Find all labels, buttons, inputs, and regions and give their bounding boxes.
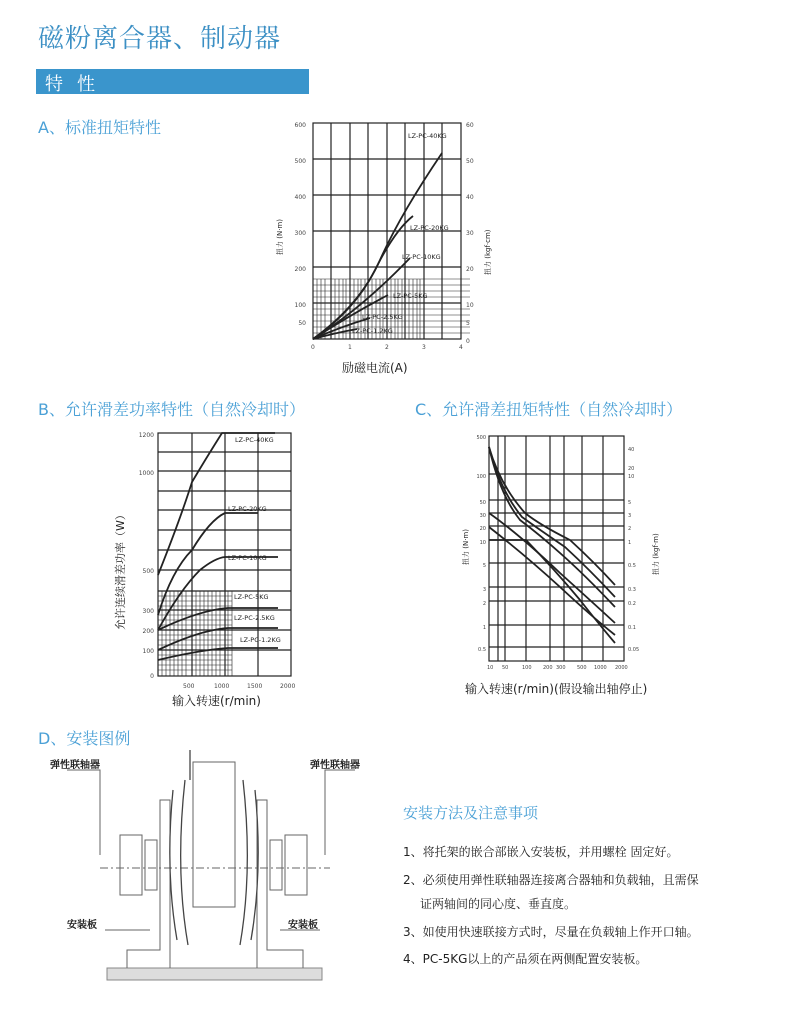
section-b-title: B、允许滑差功率特性（自然冷却时） <box>38 400 305 419</box>
svg-text:0.5: 0.5 <box>628 563 636 569</box>
section-c-title: C、允许滑差扭矩特性（自然冷却时） <box>415 400 683 419</box>
note-item: 2、必须使用弹性联轴器连接离合器轴和负载轴，且需保 <box>403 873 699 887</box>
svg-text:50: 50 <box>298 320 306 327</box>
svg-text:LZ-PC-10KG: LZ-PC-10KG <box>402 253 441 261</box>
svg-text:1: 1 <box>482 625 486 631</box>
svg-text:2: 2 <box>385 344 389 351</box>
svg-text:0.2: 0.2 <box>628 601 636 607</box>
svg-text:LZ-PC-5KG: LZ-PC-5KG <box>393 292 428 300</box>
svg-text:200: 200 <box>543 665 553 671</box>
svg-text:LZ-PC-5KG: LZ-PC-5KG <box>234 593 269 601</box>
svg-text:2: 2 <box>482 601 486 607</box>
svg-text:50: 50 <box>502 665 509 671</box>
svg-text:5: 5 <box>482 563 486 569</box>
svg-text:1: 1 <box>348 344 352 351</box>
plate-left-label: 安装板 <box>67 920 97 931</box>
note-item: 证两轴间的同心度、垂直度。 <box>420 897 577 911</box>
svg-text:40: 40 <box>628 447 635 453</box>
svg-text:LZ-PC-1.2KG: LZ-PC-1.2KG <box>240 636 281 644</box>
svg-text:0.3: 0.3 <box>628 587 636 593</box>
svg-text:50: 50 <box>479 500 486 506</box>
svg-text:100: 100 <box>476 474 486 480</box>
svg-text:30: 30 <box>466 230 474 237</box>
svg-text:10: 10 <box>628 474 635 480</box>
coupling-left-label: 弹性联轴器 <box>50 760 100 771</box>
svg-text:30: 30 <box>479 513 486 519</box>
install-diagram <box>45 750 380 990</box>
svg-text:1000: 1000 <box>138 470 154 477</box>
svg-text:允许连续滑差功率（W）: 允许连续滑差功率（W） <box>114 509 127 630</box>
svg-text:LZ-PC-20KG: LZ-PC-20KG <box>410 224 449 232</box>
svg-text:3: 3 <box>482 587 486 593</box>
chart-a-torque <box>270 115 500 385</box>
svg-text:400: 400 <box>294 194 306 201</box>
svg-text:0.05: 0.05 <box>628 647 640 653</box>
svg-text:500: 500 <box>476 435 486 441</box>
svg-text:LZ-PC-40KG: LZ-PC-40KG <box>235 436 274 444</box>
svg-text:LZ-PC-2.5KG: LZ-PC-2.5KG <box>234 614 275 622</box>
svg-text:1200: 1200 <box>138 432 154 439</box>
svg-text:200: 200 <box>142 628 154 635</box>
svg-text:20: 20 <box>466 266 474 273</box>
svg-text:600: 600 <box>294 122 306 129</box>
svg-text:2000: 2000 <box>280 683 296 690</box>
svg-text:2: 2 <box>628 526 632 532</box>
svg-text:扭力 (N·m): 扭力 (N·m) <box>462 529 470 565</box>
svg-text:20: 20 <box>628 466 635 472</box>
section-a-title: A、标准扭矩特性 <box>38 118 161 137</box>
section-bar <box>36 69 309 94</box>
svg-text:10: 10 <box>466 302 474 309</box>
svg-text:0: 0 <box>311 344 315 351</box>
svg-text:500: 500 <box>183 683 195 690</box>
note-item: 3、如使用快速联接方式时，尽量在负载轴上作开口轴。 <box>403 925 699 939</box>
svg-text:100: 100 <box>142 648 154 655</box>
notes-title: 安装方法及注意事项 <box>403 804 539 822</box>
svg-text:300: 300 <box>142 608 154 615</box>
svg-text:LZ-PC-20KG: LZ-PC-20KG <box>228 505 267 513</box>
svg-text:0: 0 <box>466 338 470 345</box>
svg-text:0: 0 <box>150 673 154 680</box>
svg-text:0.1: 0.1 <box>628 625 636 631</box>
svg-text:3: 3 <box>628 513 632 519</box>
section-d-title: D、安装图例 <box>38 729 131 748</box>
svg-text:0.5: 0.5 <box>478 647 486 653</box>
section-bar-label: 特性 <box>45 74 109 95</box>
svg-text:100: 100 <box>294 302 306 309</box>
svg-text:500: 500 <box>142 568 154 575</box>
chart-c-slip-torque <box>460 425 670 700</box>
svg-text:20: 20 <box>479 526 486 532</box>
svg-text:LZ-PC-40KG: LZ-PC-40KG <box>408 132 447 140</box>
svg-text:50: 50 <box>466 158 474 165</box>
svg-text:200: 200 <box>294 266 306 273</box>
svg-text:300: 300 <box>556 665 566 671</box>
svg-text:4: 4 <box>459 344 463 351</box>
svg-text:输入转速(r/min)(假设输出轴停止): 输入转速(r/min)(假设输出轴停止) <box>465 682 648 696</box>
svg-text:LZ-PC-1.2KG: LZ-PC-1.2KG <box>352 327 393 335</box>
note-item: 4、PC-5KG以上的产品须在两侧配置安装板。 <box>403 952 648 966</box>
svg-text:300: 300 <box>294 230 306 237</box>
svg-text:500: 500 <box>577 665 587 671</box>
svg-text:1500: 1500 <box>247 683 263 690</box>
svg-text:10: 10 <box>479 540 486 546</box>
svg-text:3: 3 <box>422 344 426 351</box>
svg-text:1000: 1000 <box>594 665 607 671</box>
svg-text:1000: 1000 <box>214 683 230 690</box>
svg-text:扭力 (kgf·m): 扭力 (kgf·m) <box>652 533 660 575</box>
svg-text:励磁电流(A): 励磁电流(A) <box>342 361 408 375</box>
coupling-right-label: 弹性联轴器 <box>310 760 360 771</box>
chart-b-slip-power <box>110 420 310 710</box>
svg-text:100: 100 <box>522 665 532 671</box>
svg-text:扭力 (N·m): 扭力 (N·m) <box>276 219 284 255</box>
svg-text:10: 10 <box>487 665 494 671</box>
note-item: 1、将托架的嵌合部嵌入安装板，并用螺栓 固定好。 <box>403 845 679 859</box>
plate-right-label: 安装板 <box>288 920 318 931</box>
svg-text:LZ-PC-10KG: LZ-PC-10KG <box>228 554 267 562</box>
page-title: 磁粉离合器、制动器 <box>38 24 282 54</box>
svg-text:60: 60 <box>466 122 474 129</box>
svg-text:1: 1 <box>628 540 632 546</box>
svg-text:LZ-PC-2.5KG: LZ-PC-2.5KG <box>362 313 403 321</box>
svg-text:40: 40 <box>466 194 474 201</box>
svg-text:2000: 2000 <box>615 665 628 671</box>
svg-text:5: 5 <box>628 500 632 506</box>
svg-text:扭力 (kgf·cm): 扭力 (kgf·cm) <box>484 229 492 275</box>
svg-text:5: 5 <box>466 320 470 327</box>
svg-text:输入转速(r/min): 输入转速(r/min) <box>172 694 261 708</box>
svg-text:500: 500 <box>294 158 306 165</box>
